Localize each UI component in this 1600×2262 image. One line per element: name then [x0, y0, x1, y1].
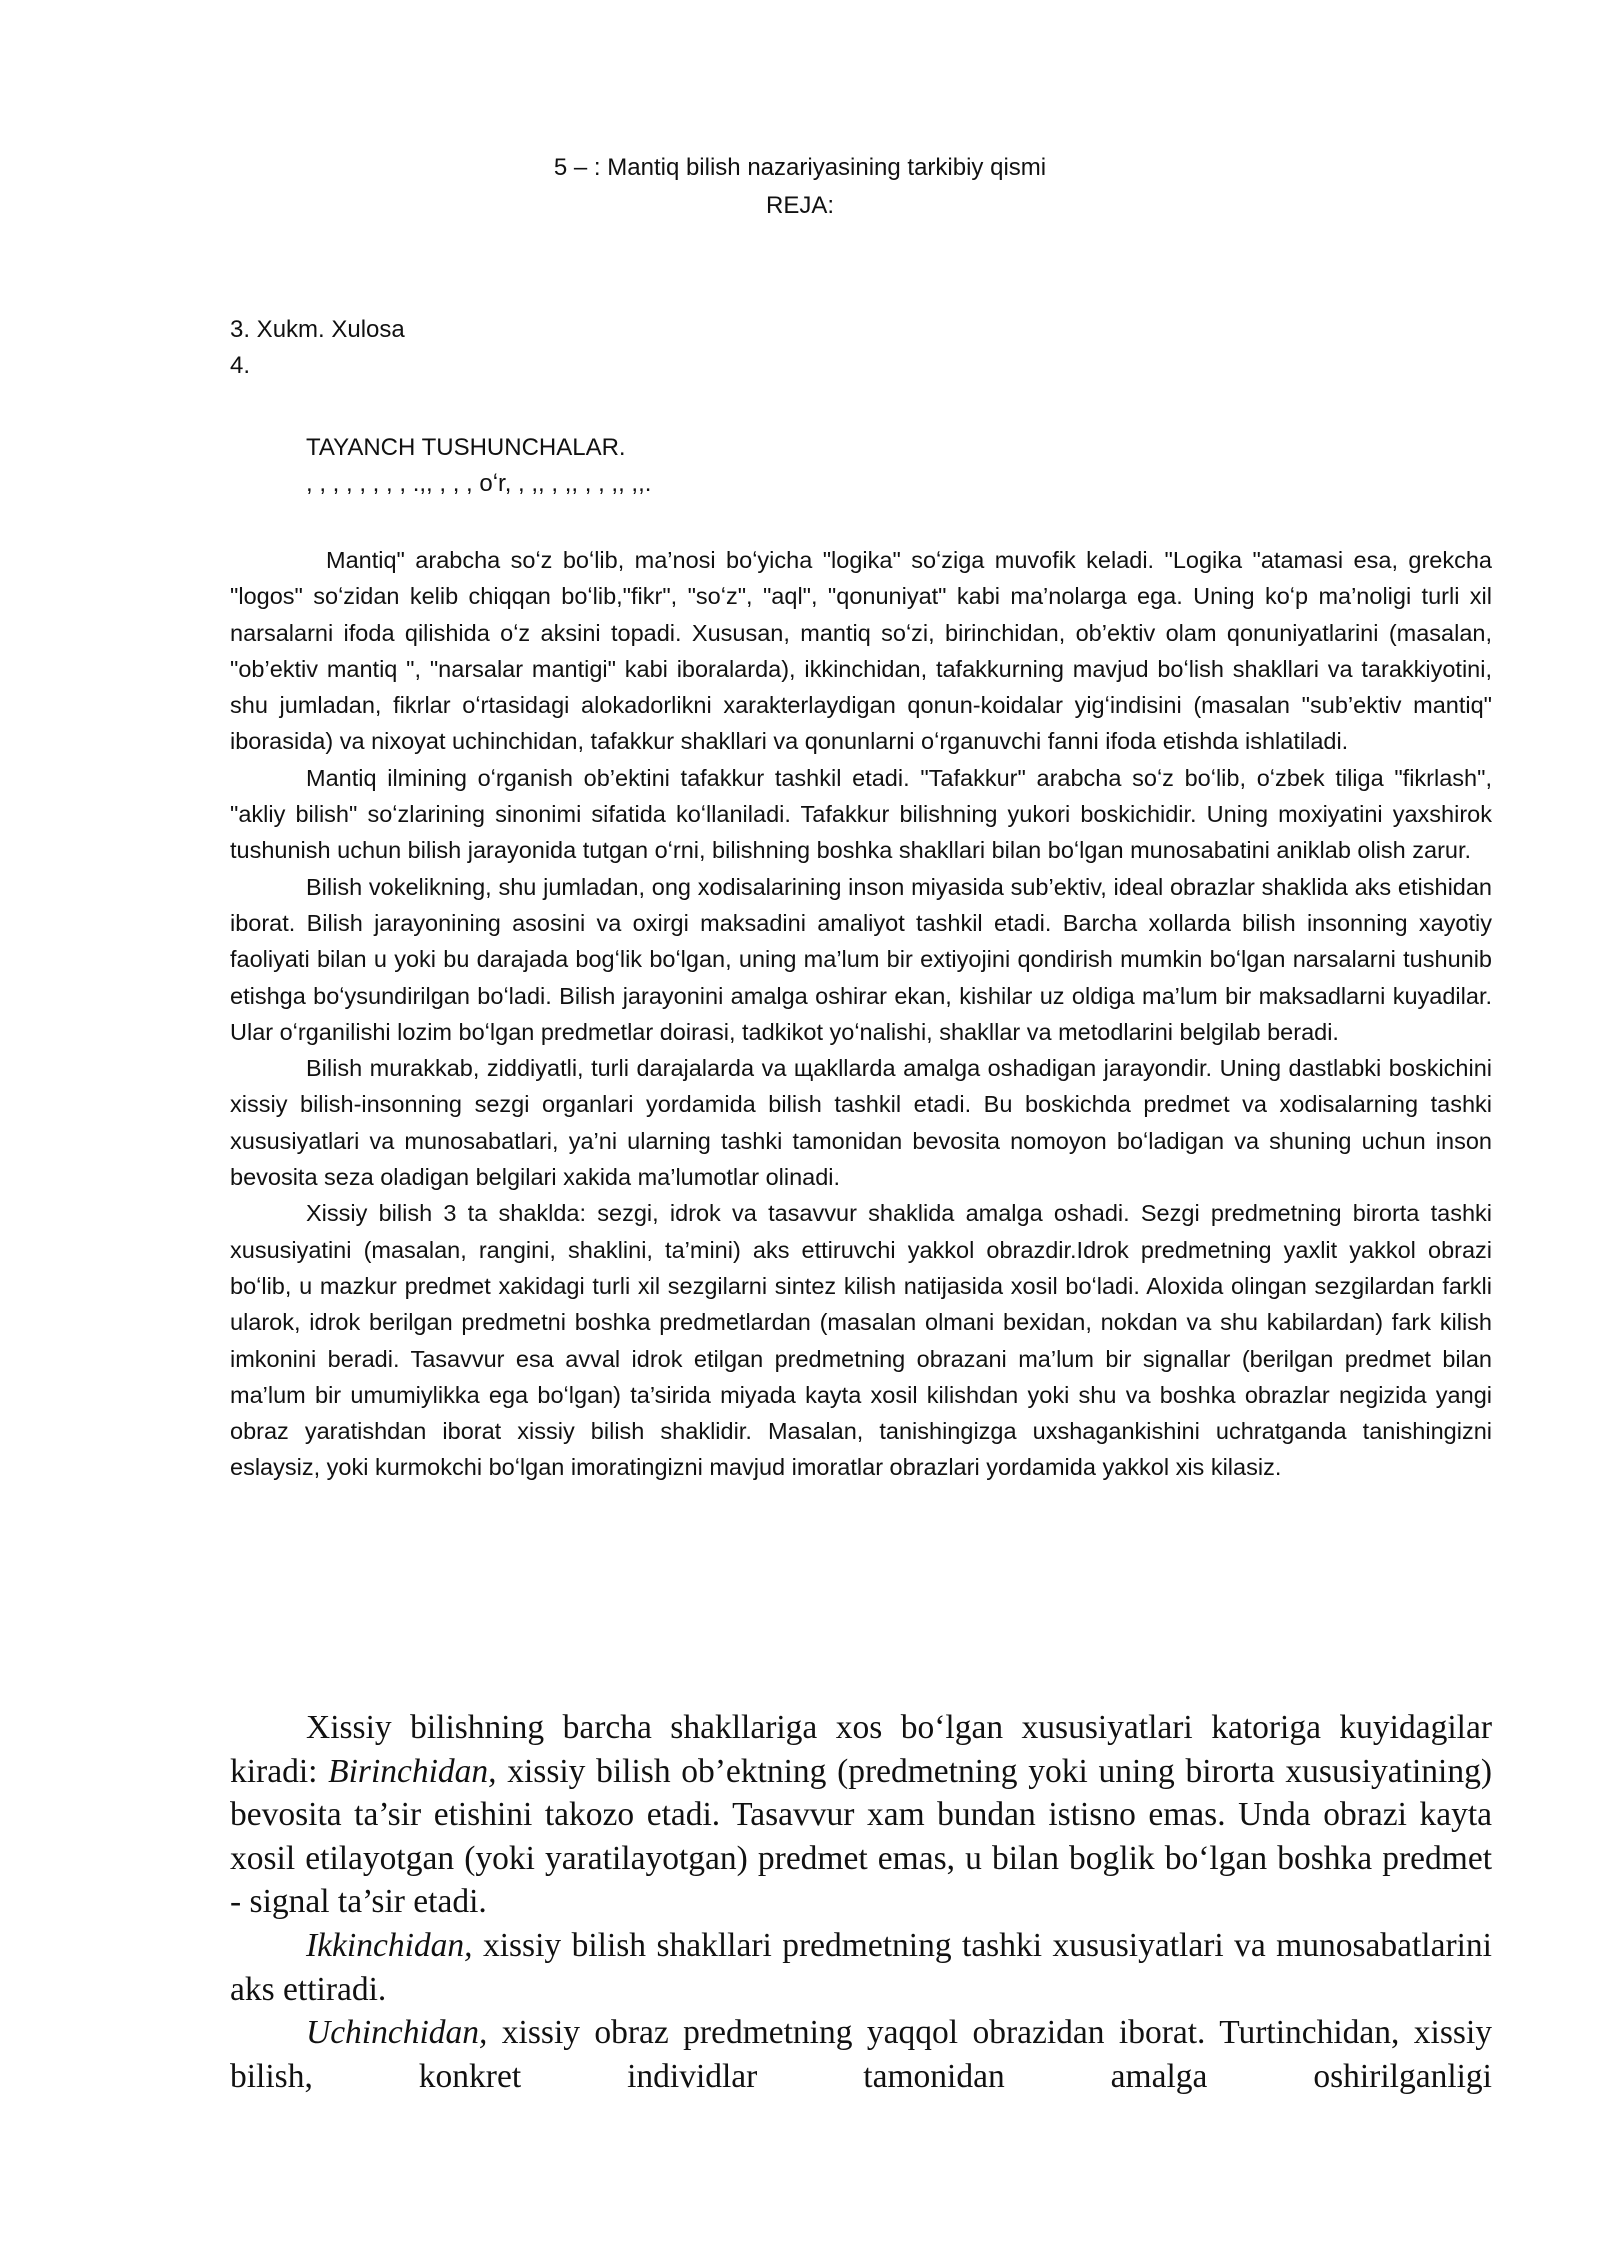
paragraph: Mantiq" arabcha soʻz boʻlib, ma’nosi boʻyicha "logika" soʻziga muvofik keladi. "Logika "atamasi esa, grekcha "logos" soʻzidan kelib chiqqan boʻlib,"fikr", "soʻz", "aql", "qonuniyat" kabi ma’nolarga ega. Uning koʻp ma’noligi turli xil narsalarni ifoda qilishida oʻz aksini topadi. Xususan, mantiq soʻzi, birinchidan, ob’ektiv olam qonuniyatlarini (masalan, "ob’ektiv mantiq ", "narsalar mantigi" kabi iboralarda), ikkinchidan, tafakkurning mavjud boʻlish shakllari va tarakkiyotini, shu jumladan, fikrlar oʻrtasidagi alokadorlikni xarakterlaydigan qonun-koidalar yigʻindisini (masalan "sub’ektiv mantiq" iborasida) va nixoyat uchinchidan, tafakkur shakllari va qonunlarni oʻrganuvchi fanni ifoda etishda ishlatiladi.: [230, 547, 1492, 755]
key-concepts: [306, 430, 651, 502]
paragraph-text: Xissiy bilishning barcha shakllariga xos boʻlgan xususiyatlari katoriga kuyidagilar kiradi:: [230, 1709, 1492, 1790]
key-concepts-heading: TAYANCH TUSHUNCHALAR.: [306, 434, 626, 461]
paragraph: Bilish murakkab, ziddiyatli, turli darajalarda va щakllarda amalga oshadigan jarayondir. Uning dastlabki boskichini xissiy bilish-insonning sezgi organlari yordamida bilish tashkil etadi. Bu boskichda predmet va xodisalarning tashki xususiyatlari va munosabatlari, ya’ni ularning tashki tamonidan bevosita nomoyon boʻladigan va shuning uchun inson bevosita seza oladigan belgilari xakida ma’lumotlar olinadi.: [230, 1055, 1492, 1191]
paragraph: [230, 1924, 1492, 2011]
emphasis: Birinchidan,: [328, 1752, 497, 1790]
paragraph: Bilish vokelikning, shu jumladan, ong xodisalarining inson miyasida sub’ektiv, ideal obrazlar shaklida aks etishidan iborat. Bilish jarayonining asosini va oxirgi maksadini amaliyot tashkil etadi. Barcha xollarda bilish insonning xayotiy faoliyati bilan u yoki bu darajada bogʻlik boʻlgan, uning ma’lum bir extiyojini qondirish mumkin boʻlgan narsalarni tushunib etishga boʻysundirilgan boʻladi. Bilish jarayonini amalga oshirar ekan, kishilar uz oldiga ma’lum bir maksadlarni kuyadilar. Ular oʻrganilishi lozim boʻlgan predmetlar doirasi, tadkikot yoʻnalishi, shakllar va metodlarini belgilab beradi.: [230, 873, 1492, 1045]
paragraph: Mantiq ilmining oʻrganish ob’ektini tafakkur tashkil etadi. "Tafakkur" arabcha soʻz boʻlib, oʻzbek tiliga "fikrlash", "akliy bilish" soʻzlarining sinonimi sifatida koʻllaniladi. Tafakkur bilishning yukori boskichidir. Uning moxiyatini yaxshirok tushunish uchun bilish jarayonida tutgan oʻrni, bilishning boshka shakllari bilan boʻlgan munosabatini aniklab olish zarur.: [230, 764, 1492, 864]
key-concepts-terms: , , , , , , , , .,, , , , oʻr, , ,, , ,, , , ,, ,,.: [306, 470, 652, 497]
paragraph: Xissiy bilish 3 ta shaklda: sezgi, idrok va tasavvur shaklida amalga oshadi. Sezgi predmetning birorta tashki xususiyatini (masalan, rangini, shaklini, ta’mini) aks ettiruvchi yakkol obrazdir.Idrok predmetning yaxlit yakkol obrazi boʻlib, u mazkur predmet xakidagi turli xil sezgilarni sintez kilish natijasida xosil boʻladi. Aloxida olingan sezgilardan farkli ularok, idrok berilgan predmetni boshka predmetlardan (masalan olmani bexidan, nokdan va shu kabilardan) fark kilish imkonini beradi. Tasavvur esa avval idrok etilgan predmetning obrazani ma’lum bir signallar (berilgan predmet bilan ma’lum bir umumiylikka ega boʻlgan) ta’sirida miyada kayta xosil kilishdan yoki shu va boshka obrazlar negizida yangi obraz yaratishdan iborat xissiy bilish shaklidir. Masalan, tanishingizga uxshagankishini uchratganda tanishingizni eslaysiz, yoki kurmokchi boʻlgan imoratingizni mavjud imoratlar obrazlari yordamida yakkol xis kilasiz.: [230, 1200, 1492, 1481]
plan-outline: [230, 312, 405, 384]
emphasis: Uchinchidan,: [306, 2014, 488, 2052]
paragraph-text: xissiy bilish shakllari predmetning tashki xususiyatlari va munosabatlarini aks ettiradi.: [230, 1926, 1492, 2008]
body-text-serif: [230, 1706, 1492, 2098]
outline-item-4: 4.: [230, 352, 251, 379]
paragraph: [230, 2011, 1492, 2098]
paragraph: [230, 1706, 1492, 1924]
plan-heading: REJA:: [765, 192, 834, 219]
outline-item-3: 3. Xukm. Xulosa: [230, 316, 405, 343]
body-text-sans: [230, 542, 1492, 1486]
emphasis: Ikkinchidan,: [306, 1926, 473, 1964]
paragraph-text: xissiy obraz predmetning yaqqol obrazidan iborat. Turtinchidan, xissiy bilish, konkret individlar tamonidan amalga oshirilganligi: [230, 2014, 1492, 2095]
paragraph-text: xissiy bilish ob’ektning (predmetning yoki uning birorta xususiyatining) bevosita ta’sir etishini takozo etadi. Tasavvur xam bundan istisno emas. Unda obrazi kayta xosil etilayotgan (yoki yaratilayotgan) predmet emas, u bilan boglik boʻlgan boshka predmet - signal ta’sir etadi.: [230, 1752, 1493, 1921]
page-title: 5 – : Mantiq bilish nazariyasining tarkibiy qismi: [553, 154, 1047, 181]
